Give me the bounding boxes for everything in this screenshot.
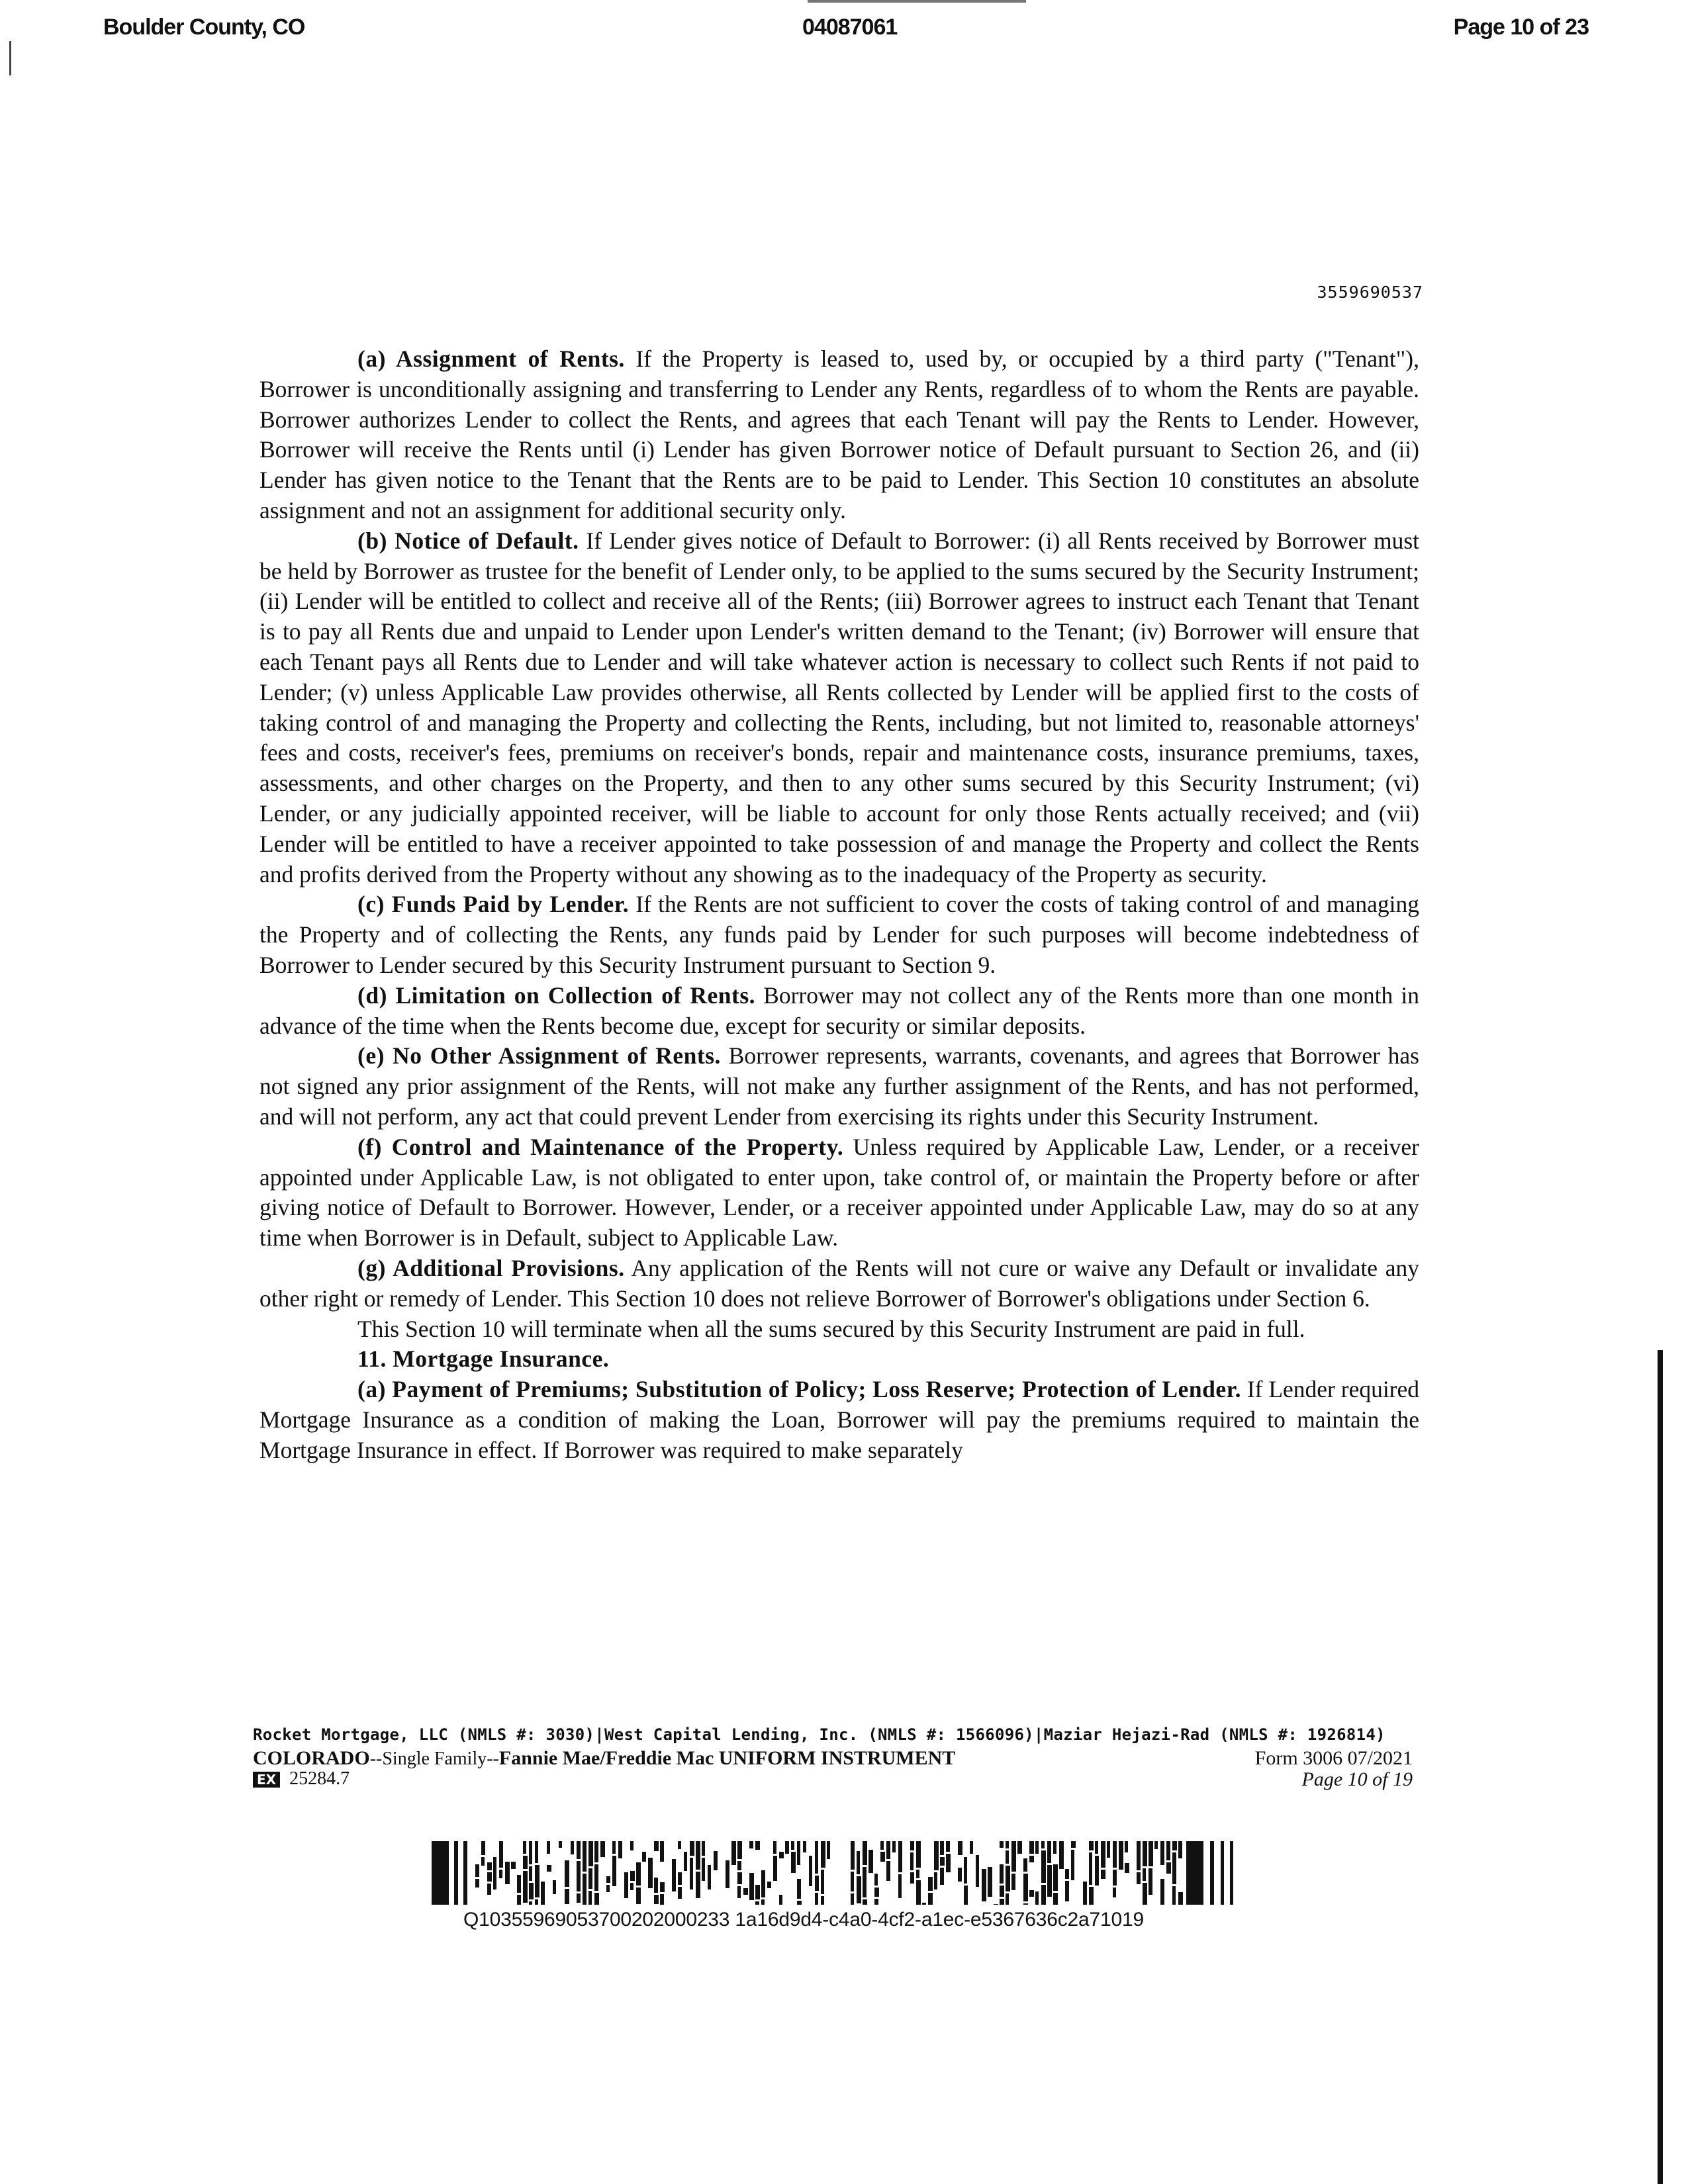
paragraph-heading: (b) Notice of Default.	[357, 527, 579, 554]
ex-badge-icon: EX	[253, 1772, 280, 1788]
paragraph-e	[259, 1041, 1419, 1132]
paragraph-heading: (a) Assignment of Rents.	[357, 345, 625, 372]
doc-code: 25284.7	[289, 1768, 350, 1789]
document-body	[259, 344, 1419, 1465]
form-page-number: Page 10 of 19	[1301, 1768, 1413, 1790]
form-identifier	[253, 1747, 955, 1770]
doc-code-row	[253, 1768, 350, 1790]
form-number: Form 3006 07/2021	[1254, 1747, 1413, 1769]
form-state: COLORADO	[253, 1747, 370, 1769]
paragraph-c	[259, 889, 1419, 980]
paragraph-f	[259, 1132, 1419, 1253]
paragraph-term	[259, 1314, 1419, 1345]
paragraph-s11a	[259, 1375, 1419, 1465]
paragraph-heading: (g) Additional Provisions.	[357, 1254, 625, 1281]
paragraph-heading: (c) Funds Paid by Lender.	[357, 891, 630, 918]
paragraph-text: If Lender gives notice of Default to Borrower: (i) all Rents received by Borrower must be held by Borrower as trustee for the benefit of Lender only, to be applied to the sums secured by the Security Instrument; (ii) Lender will be entitled to collect and receive all of the Rents; (iii) Borrower agrees to instruct each Tenant that Tenant is to pay all Rents due and unpaid to Lender upon Lender's written demand to the Tenant; (iv) Borrower will ensure that each Tenant pays all Rents due to Lender and will take whatever action is necessary to collect such Rents if not paid to Lender; (v) unless Applicable Law provides otherwise, all Rents collected by Lender will be applied first to the costs of taking control of and managing the Property and collecting the Rents, including, but not limited to, reasonable attorneys' fees and costs, receiver's fees, premiums on receiver's bonds, repair and maintenance costs, insurance premiums, taxes, assessments, and other charges on the Property, and then to any other sums secured by this Security Instrument; (vi) Lender, or any judicially appointed receiver, will be liable to account for only those Rents actually received; and (vii) Lender will be entitled to have a receiver appointed to take possession of and manage the Property and collect the Rents and profits derived from the Property without any showing as to the inadequacy of the Property as security.	[259, 527, 1420, 887]
county-header: Boulder County, CO	[103, 15, 305, 40]
paragraph-s11	[259, 1344, 1419, 1375]
form-title: Fannie Mae/Freddie Mac UNIFORM INSTRUMENT	[498, 1747, 956, 1769]
paragraph-text: This Section 10 will terminate when all the sums secured by this Security Instrument are paid in full.	[357, 1315, 1305, 1342]
paragraph-heading: (f) Control and Maintenance of the Property.	[357, 1133, 844, 1160]
scan-edge-mark	[9, 41, 11, 75]
scan-top-smudge	[808, 0, 1026, 3]
loan-number: 3559690537	[1317, 283, 1423, 302]
paragraph-text: If the Property is leased to, used by, or occupied by a third party ("Tenant"), Borrower is unconditionally assigning and transferring to Lender any Rents, regardless of to whom the Rents are payable. Borrower authorizes Lender to collect the Rents, and agrees that each Tenant will pay the Rents to Lender. However, Borrower will receive the Rents until (i) Lender has given Borrower notice of Default pursuant to Section 26, and (ii) Lender has given notice to the Tenant that the Rents are to be paid to Lender. This Section 10 constitutes an absolute assignment and not an assignment for additional security only.	[259, 345, 1419, 523]
form-footer	[253, 1725, 1419, 1790]
paragraph-b	[259, 526, 1419, 890]
paragraph-heading: (e) No Other Assignment of Rents.	[357, 1042, 721, 1069]
paragraph-text: Any application of the Rents will not cure or waive any Default or invalidate any other right or remedy of Lender. This Section 10 does not relieve Borrower of Borrower's obligations under Section 6.	[259, 1254, 1420, 1312]
paragraph-text: If the Rents are not sufficient to cover the costs of taking control of and managing the Property and of collecting the Rents, any funds paid by Lender for such purposes will become indebtedness of Borrower to Lender secured by this Security Instrument pursuant to Section 9.	[259, 891, 1419, 978]
paragraph-d	[259, 981, 1419, 1042]
reception-number: 04087061	[802, 15, 898, 40]
form-type: --Single Family--	[369, 1749, 499, 1769]
paragraph-a	[259, 344, 1419, 526]
paragraph-heading: (a) Payment of Premiums; Substitution of Policy; Loss Reserve; Protection of Lender.	[357, 1376, 1241, 1403]
barcode-text: Q10355969053700202000233 1a16d9d4-c4a0-4cf2-a1ec-e5367636c2a71019	[463, 1909, 1144, 1931]
originator-line: Rocket Mortgage, LLC (NMLS #: 3030)|West Capital Lending, Inc. (NMLS #: 1566096)|Maziar Hejazi-Rad (NMLS #: 1926814)	[253, 1725, 1385, 1744]
paragraph-heading: 11. Mortgage Insurance.	[357, 1345, 610, 1373]
scan-right-edge-shadow	[1658, 1350, 1663, 2184]
paragraph-g	[259, 1253, 1419, 1314]
recording-page-number: Page 10 of 23	[1453, 15, 1589, 40]
paragraph-heading: (d) Limitation on Collection of Rents.	[357, 981, 756, 1009]
paragraph-text: Borrower represents, warrants, covenants, and agrees that Borrower has not signed any prior assignment of the Rents, will not make any further assignment of the Rents, and has not performed, and will not perform, any act that could prevent Lender from exercising its rights under this Security Instrument.	[259, 1042, 1419, 1130]
paragraph-text: If Lender required Mortgage Insurance as a condition of making the Loan, Borrower will pay the premiums required to maintain the Mortgage Insurance in effect. If Borrower was required to make separately	[259, 1376, 1420, 1463]
document-barcode	[432, 1841, 1238, 1905]
paragraph-text: Unless required by Applicable Law, Lender, or a receiver appointed under Applicable Law, is not obligated to enter upon, take control of, or maintain the Property before or after giving notice of Default to Borrower. However, Lender, or a receiver appointed under Applicable Law, may do so at any time when Borrower is in Default, subject to Applicable Law.	[259, 1133, 1419, 1251]
paragraph-text: Borrower may not collect any of the Rents more than one month in advance of the time when the Rents become due, except for security or similar deposits.	[259, 981, 1419, 1039]
